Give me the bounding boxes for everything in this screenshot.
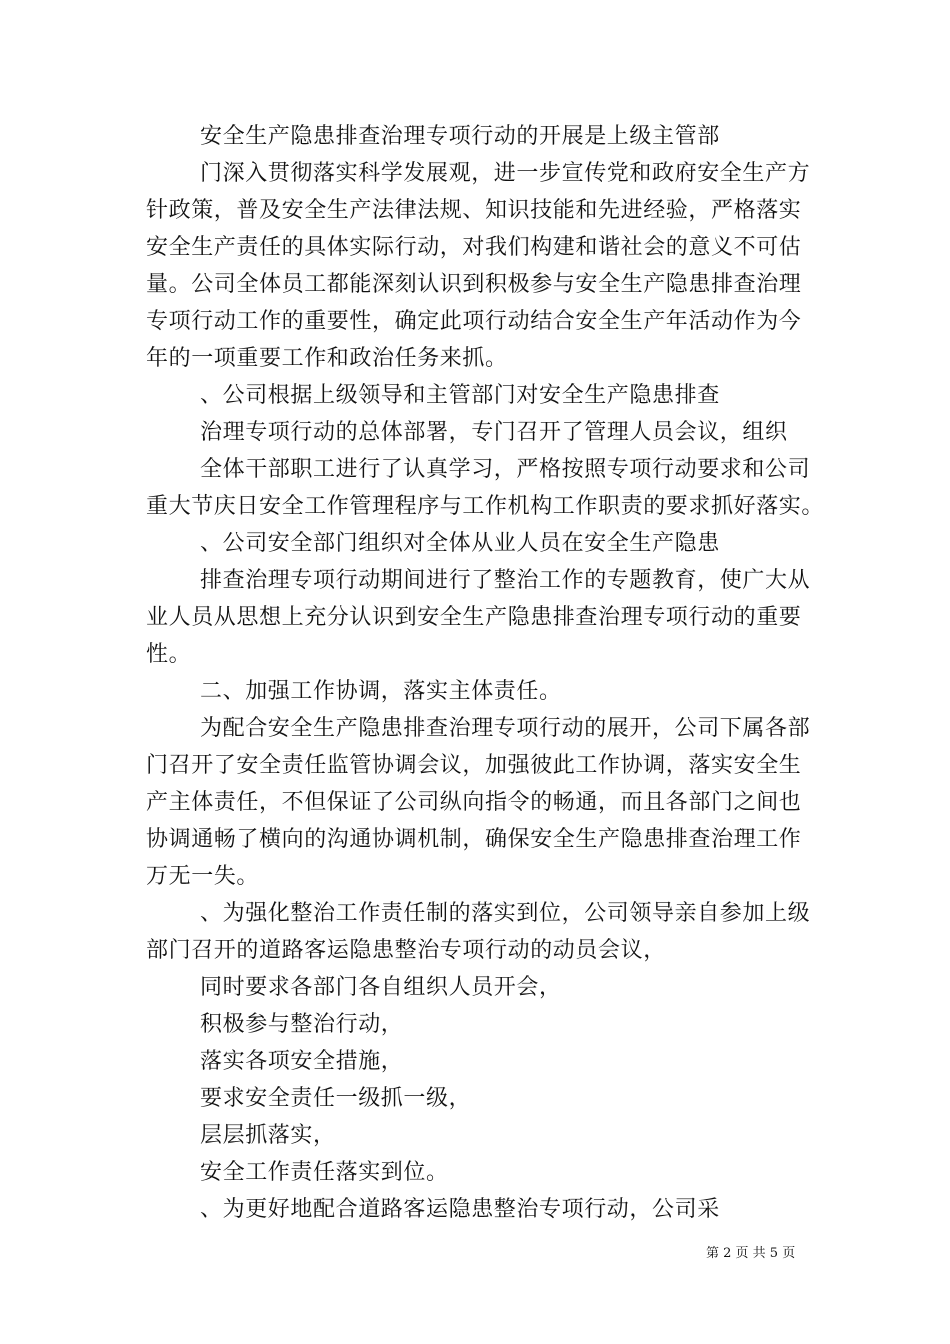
text-line: 排查治理专项行动期间进行了整治工作的专题教育，使广大从 <box>200 568 811 593</box>
text-line: 万无一失。 <box>146 864 260 889</box>
text-line: 针政策，普及安全生产法律法规、知识技能和先进经验，严格落实 <box>146 198 802 223</box>
text-line: 安全生产隐患排查治理专项行动的开展是上级主管部 <box>200 124 720 149</box>
text-line: 同时要求各部门各自组织人员开会， <box>200 975 562 1000</box>
text-line: 性。 <box>146 642 192 667</box>
text-line: 层层抓落实， <box>200 1123 336 1148</box>
text-line: 治理专项行动的总体部署，专门召开了管理人员会议，组织 <box>200 420 788 445</box>
text-line: 要求安全责任一级抓一级， <box>200 1086 472 1111</box>
text-line: 产主体责任，不但保证了公司纵向指令的畅通，而且各部门之间也 <box>146 790 802 815</box>
page-number-footer: 第 2 页 共 5 页 <box>706 1246 796 1261</box>
text-line: 协调通畅了横向的沟通协调机制，确保安全生产隐患排查治理工作 <box>146 827 802 852</box>
text-line: 积极参与整治行动， <box>200 1012 404 1037</box>
text-line: 部门召开的道路客运隐患整治专项行动的动员会议， <box>146 938 666 963</box>
text-line: 重大节庆日安全工作管理程序与工作机构工作职责的要求抓好落实。 <box>146 494 825 519</box>
text-line: 安全生产责任的具体实际行动，对我们构建和谐社会的意义不可估 <box>146 235 802 260</box>
text-line: 业人员从思想上充分认识到安全生产隐患排查治理专项行动的重要 <box>146 605 802 630</box>
text-line: 全体干部职工进行了认真学习，严格按照专项行动要求和公司 <box>200 457 811 482</box>
section-heading: 二、加强工作协调，落实主体责任。 <box>200 679 562 704</box>
text-line: 、为更好地配合道路客运隐患整治专项行动，公司采 <box>200 1197 720 1222</box>
text-line: 门召开了安全责任监管协调会议，加强彼此工作协调，落实安全生 <box>146 753 802 778</box>
text-line: 安全工作责任落实到位。 <box>200 1160 449 1185</box>
text-line: 量。公司全体员工都能深刻认识到积极参与安全生产隐患排查治理 <box>146 272 802 297</box>
text-line: 专项行动工作的重要性，确定此项行动结合安全生产年活动作为今 <box>146 309 802 334</box>
text-line: 、公司根据上级领导和主管部门对安全生产隐患排查 <box>200 383 720 408</box>
text-line: 、公司安全部门组织对全体从业人员在安全生产隐患 <box>200 531 720 556</box>
text-line: 落实各项安全措施， <box>200 1049 404 1074</box>
text-line: 门深入贯彻落实科学发展观，进一步宣传党和政府安全生产方 <box>200 161 811 186</box>
text-line: 、为强化整治工作责任制的落实到位，公司领导亲自参加上级 <box>200 901 811 926</box>
text-line: 年的一项重要工作和政治任务来抓。 <box>146 346 508 371</box>
text-line: 为配合安全生产隐患排查治理专项行动的展开，公司下属各部 <box>200 716 811 741</box>
